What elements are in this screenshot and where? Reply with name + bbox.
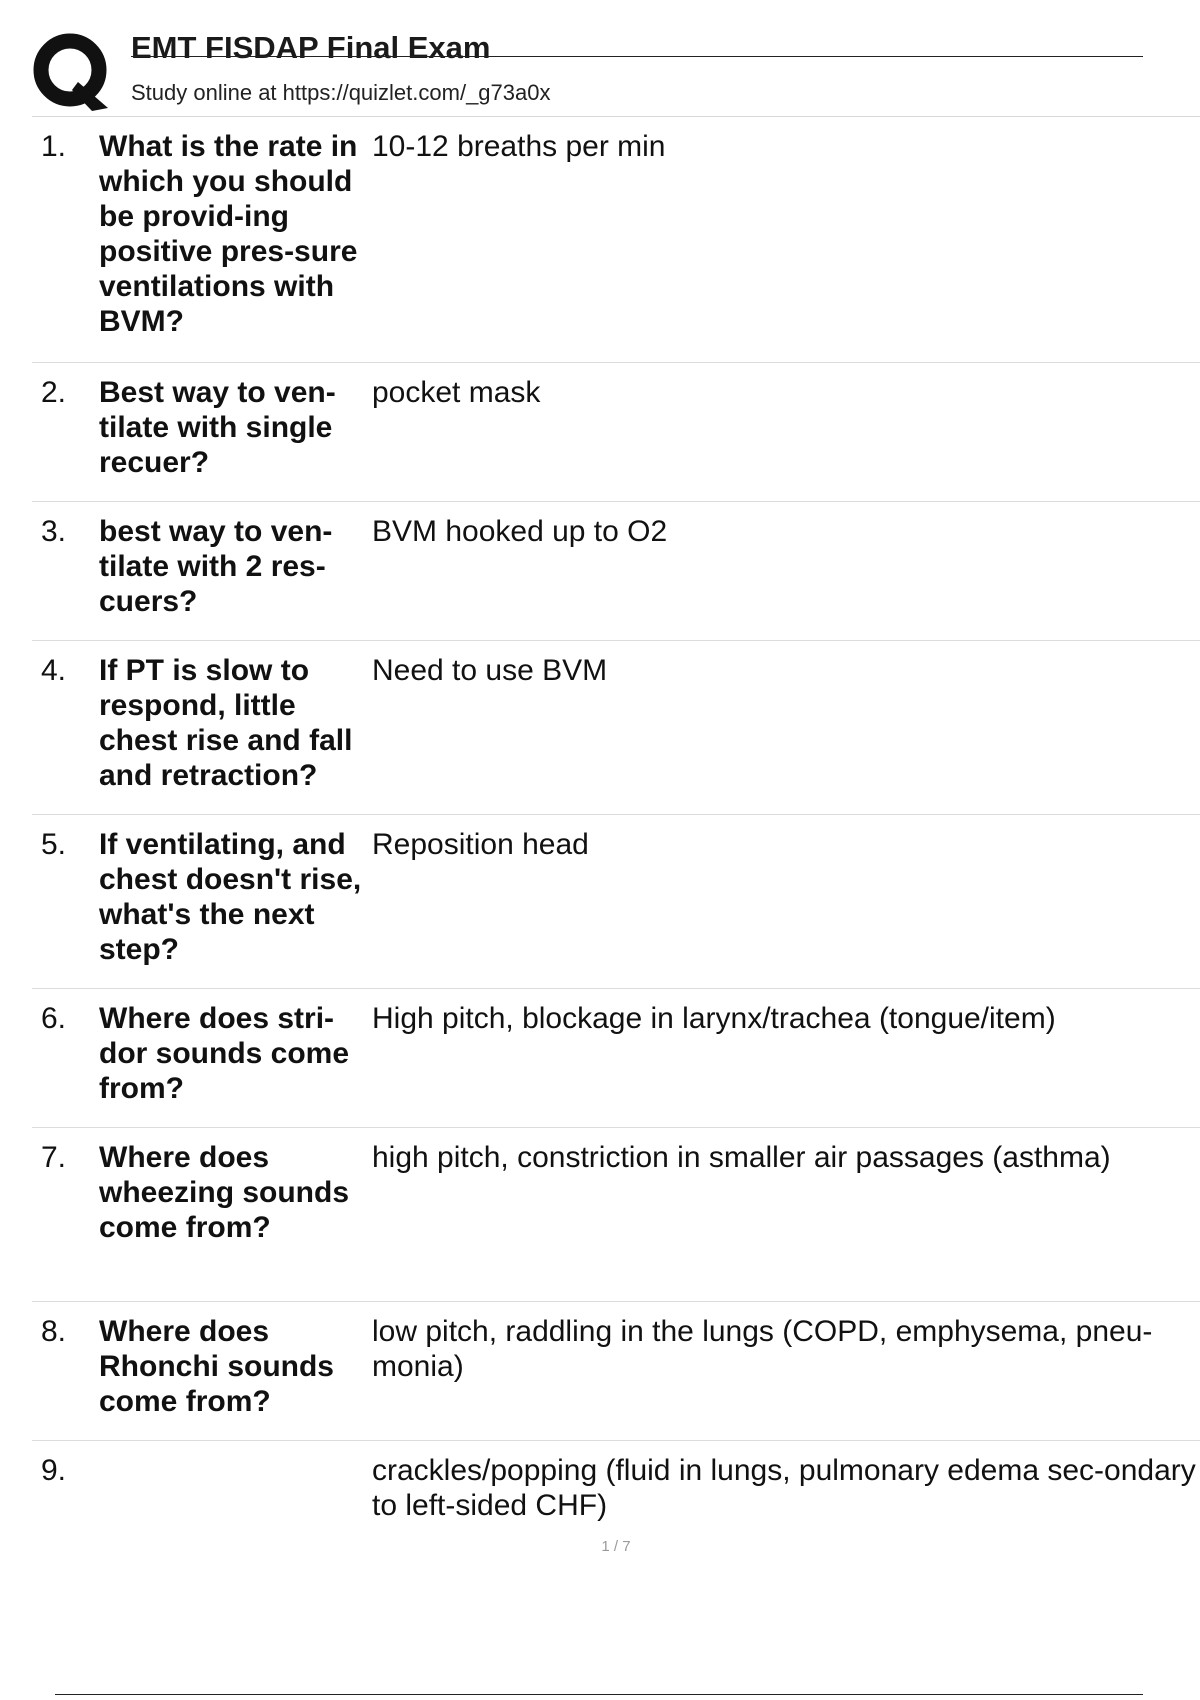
quizlet-q-logo-icon xyxy=(32,32,112,112)
card-number: 2. xyxy=(41,376,67,409)
flashcard-row xyxy=(32,1302,1200,1441)
footer-rule xyxy=(55,1694,1143,1695)
card-definition: crackles/popping (fluid in lungs, pulmonary edema sec-ondary to left-sided CHF) xyxy=(372,1454,1196,1522)
study-online-link[interactable]: Study online at https://quizlet.com/_g73a0x xyxy=(131,80,551,105)
card-definition: High pitch, blockage in larynx/trachea (tongue/item) xyxy=(372,1002,1056,1035)
card-definition: BVM hooked up to O2 xyxy=(372,515,668,548)
card-definition: low pitch, raddling in the lungs (COPD, emphysema, pneu-monia) xyxy=(372,1315,1153,1383)
flashcard-row xyxy=(32,117,1200,363)
card-term: If ventilating, and chest doesn't rise, what's the next step? xyxy=(99,828,362,966)
card-term: What is the rate in which you should be provid-ing positive pres-sure ventilations with BVM? xyxy=(99,130,358,338)
card-number: 9. xyxy=(41,1454,67,1487)
card-number: 5. xyxy=(41,828,67,861)
flashcard-row xyxy=(32,1128,1200,1302)
flashcard-row xyxy=(32,989,1200,1128)
card-definition: high pitch, constriction in smaller air passages (asthma) xyxy=(372,1141,1111,1174)
card-number: 6. xyxy=(41,1002,67,1035)
document-title: EMT FISDAP Final Exam xyxy=(131,30,491,65)
card-number: 3. xyxy=(41,515,67,548)
flashcard-row xyxy=(32,815,1200,989)
card-definition: Reposition head xyxy=(372,828,589,861)
flashcard-row xyxy=(32,363,1200,502)
card-number: 7. xyxy=(41,1141,67,1174)
card-definition: 10-12 breaths per min xyxy=(372,130,666,163)
card-number: 1. xyxy=(41,130,67,163)
card-term: If PT is slow to respond, little chest rise and fall and retraction? xyxy=(99,654,353,792)
flashcard-row xyxy=(32,641,1200,815)
flashcard-list xyxy=(32,117,1200,1541)
card-number: 4. xyxy=(41,654,67,687)
card-number: 8. xyxy=(41,1315,67,1348)
page-number: 1 / 7 xyxy=(601,1538,631,1555)
card-term: best way to ven-tilate with 2 res-cuers? xyxy=(99,515,333,618)
card-term: Where does Rhonchi sounds come from? xyxy=(99,1315,334,1418)
card-term: Where does stri-dor sounds come from? xyxy=(99,1002,350,1105)
card-term: Best way to ven-tilate with single recuer? xyxy=(99,376,336,479)
title-rule xyxy=(131,56,1143,57)
card-definition: Need to use BVM xyxy=(372,654,608,687)
flashcard-row xyxy=(32,502,1200,641)
card-term: Where does wheezing sounds come from? xyxy=(99,1141,350,1244)
card-definition: pocket mask xyxy=(372,376,541,409)
flashcard-row xyxy=(32,1441,1200,1541)
